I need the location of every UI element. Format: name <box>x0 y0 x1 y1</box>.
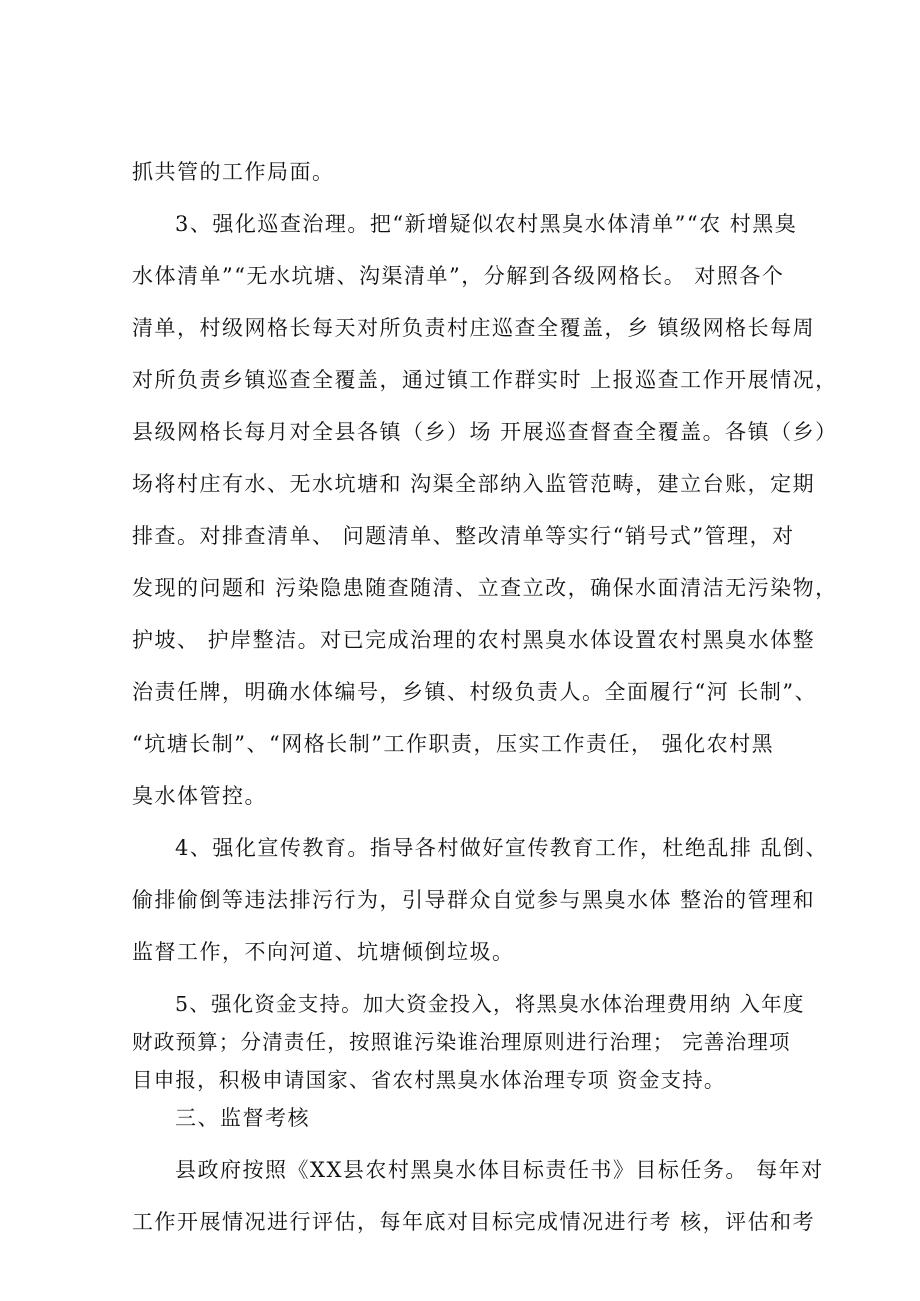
section-3-heading-line: 3、强化巡查治理。把“新增疑似农村黑臭水体清单”“农 村黑臭 <box>175 212 798 236</box>
paragraph-line: 场将村庄有水、无水坑塘和 沟渠全部纳入监管范畴，建立台账，定期 <box>132 472 816 496</box>
paragraph-line: 护坡、 护岸整洁。对已完成治理的农村黑臭水体设置农村黑臭水体整 <box>132 628 816 652</box>
paragraph-line: 县级网格长每月对全县各镇（乡）场 开展巡查督查全覆盖。各镇（乡） <box>132 420 838 444</box>
section-5-heading-line: 5、强化资金支持。加大资金投入，将黑臭水体治理费用纳 入年度 <box>175 992 805 1016</box>
paragraph-line: 财政预算；分清责任，按照谁污染谁治理原则进行治理； 完善治理项 <box>132 1030 791 1054</box>
paragraph-line: 清单，村级网格长每天对所负责村庄巡查全覆盖，乡 镇级网格长每周 <box>132 316 816 340</box>
paragraph-line: 治责任牌，明确水体编号，乡镇、村级负责人。全面履行“河 长制”、 <box>132 680 818 704</box>
paragraph-line: 监督工作，不向河道、坑塘倾倒垃圾。 <box>132 940 515 964</box>
section-4-heading-line: 4、强化宣传教育。指导各村做好宣传教育工作，杜绝乱排 乱倒、 <box>175 836 829 860</box>
paragraph-line: 臭水体管控。 <box>132 784 267 808</box>
paragraph-line: 偷排偷倒等违法排污行为，引导群众自觉参与黑臭水体 整治的管理和 <box>132 888 816 912</box>
paragraph-line: 水体清单”“无水坑塘、沟渠清单”，分解到各级网格长。 对照各个 <box>132 264 785 288</box>
section-heading: 三、监督考核 <box>175 1106 310 1130</box>
paragraph-line: “坑塘长制”、“网格长制”工作职责，压实工作责任， 强化农村黑 <box>132 732 775 756</box>
paragraph-line: 对所负责乡镇巡查全覆盖，通过镇工作群实时 上报巡查工作开展情况， <box>132 368 838 392</box>
paragraph-line: 发现的问题和 污染隐患随查随清、立查立改，确保水面清洁无污染物， <box>132 576 838 600</box>
paragraph-line: 目申报，积极申请国家、省农村黑臭水体治理专项 资金支持。 <box>132 1068 726 1092</box>
paragraph-line: 抓共管的工作局面。 <box>132 160 335 184</box>
paragraph-line: 排查。对排查清单、 问题清单、整改清单等实行“销号式”管理，对 <box>132 524 795 548</box>
paragraph-line: 工作开展情况进行评估，每年底对目标完成情况进行考 核，评估和考 <box>132 1210 816 1234</box>
section-1-heading-line: 县政府按照《XX县农村黑臭水体目标责任书》目标任务。 每年对 <box>175 1158 824 1182</box>
